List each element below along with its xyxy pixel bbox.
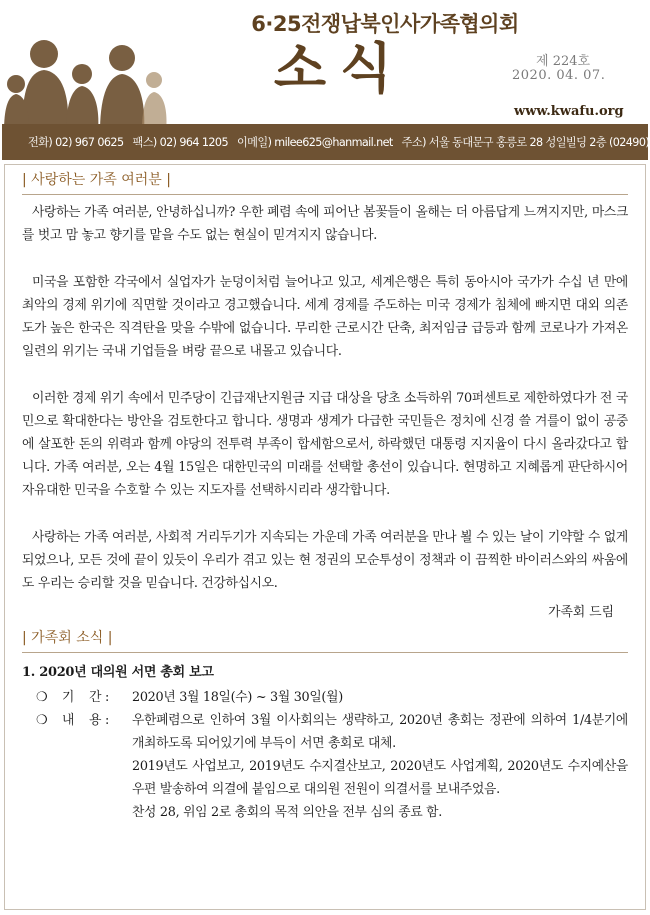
newsletter-body [22, 168, 628, 824]
website-link[interactable]: www.kwafu.org [514, 104, 624, 119]
fax-number: 팩스) 02) 964 1205 [132, 136, 228, 149]
phone-number: 전화) 02) 967 0625 [28, 136, 124, 149]
heading-bar-right: | [103, 630, 113, 646]
heading-divider [22, 194, 628, 195]
detail-value: 2020년 3월 18일(수) ~ 3월 30일(월) [132, 690, 343, 705]
detail-label: 내 용 : [62, 713, 109, 728]
circle-bullet-icon: ❍ [36, 690, 48, 705]
heading-bar-left: | [22, 630, 32, 646]
greeting-paragraph-1: 사랑하는 가족 여러분, 안녕하십니까? 우한 폐렴 속에 피어난 봄꽃들이 올해는 더 아름답게 느껴지지만, 마스크를 벗고 맘 놓고 향기를 맡을 수도 없는 현실이 믿겨지지 않습니다. [22, 205, 628, 243]
email-address[interactable]: 이메일) milee625@hanmail.net [236, 136, 393, 149]
section-heading-greeting [22, 168, 628, 192]
paragraph-gap [22, 363, 628, 387]
greeting-paragraph-3: 이러한 경제 위기 속에서 민주당이 긴급재난지원금 지급 대상을 당초 소득하위 70퍼센트로 제한하였다가 전 국민으로 확대한다는 방안을 검토한다고 합니다. 생명과 생계가 다급한 국민들은 정치에 신경 쓸 겨를이 없이 공중에 살포한 돈의 위력과 함께 야당의 전투력 부족이 합세함으로서, 하락했던 대통령 지지율이 다시 올라갔다고 합니다. 가족 여러분, 오는 4월 15일은 대한민국의 미래를 선택할 총선이 있습니다. 현명하고 지혜롭게 판단하시어 자유대한 민국을 수호할 수 있는 지도자를 선택하시리라 생각합니다. [22, 391, 628, 498]
issue-date: 2020. 04. 07. [512, 68, 606, 83]
contact-bar [2, 124, 648, 160]
issue-number: 제 224호 [536, 54, 591, 69]
greeting-paragraph-2: 미국을 포함한 각국에서 실업자가 눈덩이처럼 늘어나고 있고, 세계은행은 특히 동아시아 국가가 수십 년 만에 최악의 경제 위기에 직면할 것이라고 경고했습니다. 세계 경제를 주도하는 미국 경제가 침체에 빠지면 대외 의존도가 높은 한국은 직격탄을 맞을 수밖에 없습니다. 무리한 근로시간 단축, 최저임금 급등과 함께 코로나가 가져온 일련의 위기는 국내 기업들을 벼랑 끝으로 내몰고 있습니다. [22, 275, 628, 359]
masthead [0, 0, 650, 130]
detail-row-content [22, 709, 628, 755]
heading-bar-left: | [22, 172, 32, 188]
circle-bullet-icon: ❍ [36, 713, 48, 728]
section-heading-news [22, 626, 628, 650]
postal-address: 주소) 서울 동대문구 홍릉로 28 성일빌딩 2층 (02490) [401, 136, 650, 149]
family-silhouettes-logo [4, 22, 194, 132]
heading-divider [22, 652, 628, 653]
detail-continuation-1: 2019년도 사업보고, 2019년도 수지결산보고, 2020년도 사업계획, 2020년도 수지예산을 우편 발송하여 의결에 붙임으로 대의원 전원이 의결서를 보내주었음. [132, 759, 628, 797]
detail-label: 기 간 : [62, 690, 109, 705]
detail-row-period [22, 686, 628, 709]
paragraph-gap [22, 502, 628, 526]
section-heading-text: 가족회 소식 [31, 630, 104, 646]
news-item-title: 1. 2020년 대의원 서면 총회 보고 [22, 665, 214, 680]
newsletter-title: 소식 [273, 37, 407, 100]
paragraph-gap [22, 247, 628, 271]
detail-continuation-2: 찬성 28, 위임 2로 총회의 목적 의안을 전부 심의 종료 함. [132, 805, 442, 820]
signature: 가족회 드림 [548, 605, 614, 620]
greeting-paragraph-4: 사랑하는 가족 여러분, 사회적 거리두기가 지속되는 가운데 가족 여러분을 만나 뵐 수 있는 날이 기약할 수 없게 되었으나, 모든 것에 끝이 있듯이 우리가 겪고 있는 현 정권의 모순투성이 정책과 이 끔찍한 바이러스와의 싸움에도 우리는 승리할 것을 믿습니다. 건강하십시오. [22, 530, 628, 591]
detail-value: 우한폐렴으로 인하여 3월 이사회의는 생략하고, 2020년 총회는 정관에 의하여 1/4분기에 개최하도록 되어있기에 부득이 서면 총회로 대체. [132, 713, 628, 751]
section-heading-text: 사랑하는 가족 여러분 [31, 172, 162, 188]
organization-name: 6·25전쟁납북인사가족협의회 [251, 12, 519, 36]
heading-bar-right: | [161, 172, 171, 188]
